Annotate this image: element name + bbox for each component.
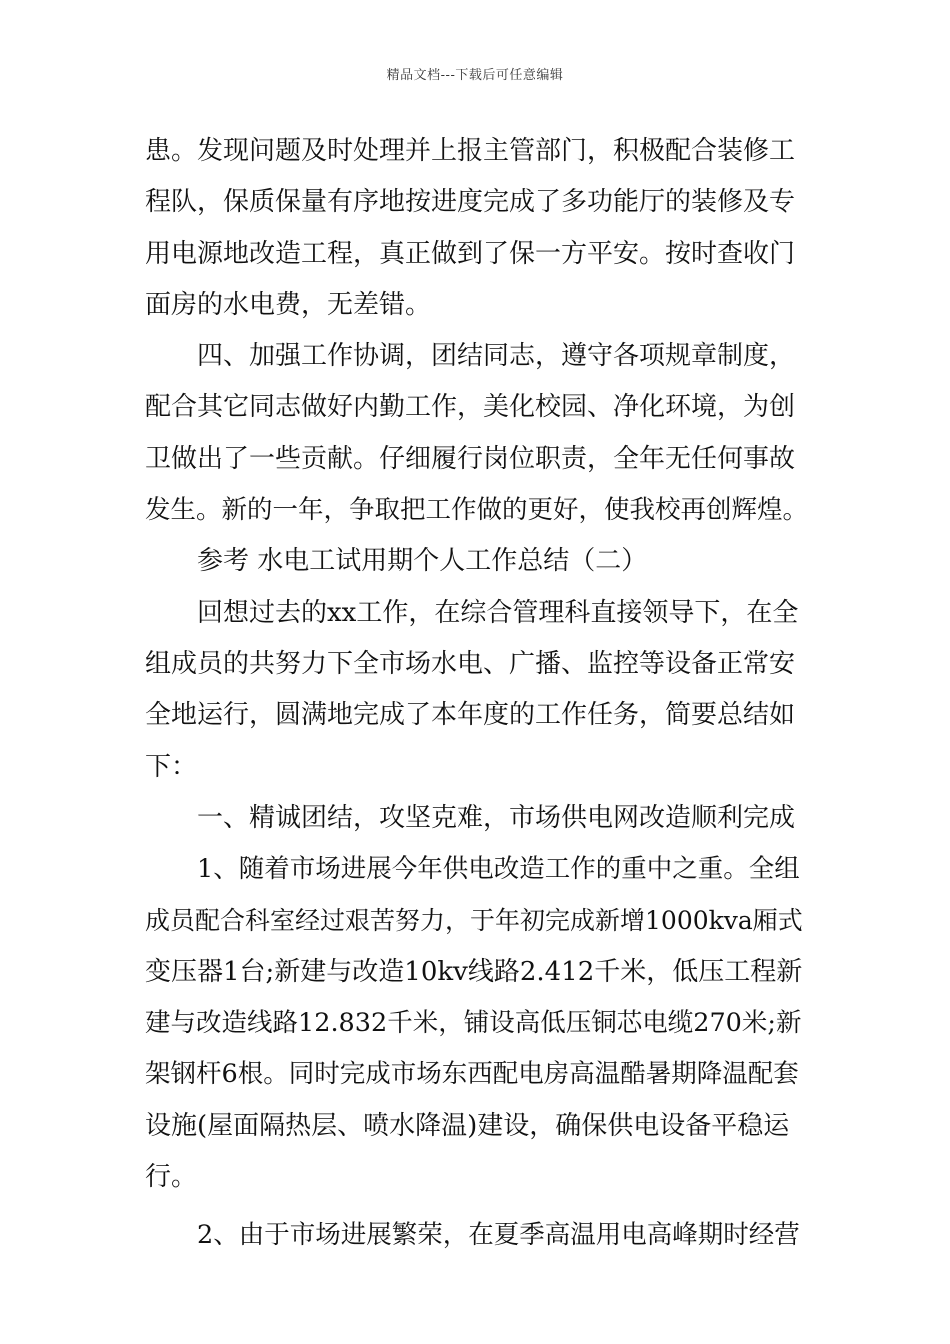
text-line: 变压器1台;新建与改造10kv线路2.412千米，低压工程新 (145, 956, 803, 987)
text-line: 组成员的共努力下全市场水电、广播、监控等设备正常安 (145, 648, 796, 679)
section-heading: 一、精诚团结，攻坚克难，市场供电网改造顺利完成 (197, 802, 796, 833)
text-line: 卫做出了一些贡献。仔细履行岗位职责，全年无任何事故 (145, 443, 796, 474)
text-line: 成员配合科室经过艰苦努力，于年初完成新增1000kva厢式 (145, 906, 803, 936)
text-line: 发生。新的一年，争取把工作做的更好，使我校再创辉煌。 (145, 495, 809, 526)
text-line: 建与改造线路12.832千米，铺设高低压铜芯电缆270米;新 (145, 1008, 802, 1039)
text-line: 患。发现问题及时处理并上报主管部门，积极配合装修工 (145, 136, 796, 166)
page-header: 精品文档---下载后可任意编辑 (386, 68, 564, 83)
section-title: 参考 水电工试用期个人工作总结（二） (197, 546, 648, 577)
text-line: 架钢杆6根。同时完成市场东西配电房高温酷暑期降温配套 (145, 1059, 799, 1090)
text-line: 全地运行，圆满地完成了本年度的工作任务，简要总结如 (145, 700, 796, 731)
document-body (145, 126, 810, 1262)
text-line: 行。 (145, 1161, 198, 1192)
paragraph-start-line: 回想过去的xx工作，在综合管理科直接领导下，在全 (197, 597, 799, 628)
text-line: 下： (145, 751, 198, 782)
paragraph-start-line: 1、随着市场进展今年供电改造工作的重中之重。全组 (197, 854, 800, 885)
text-line: 设施(屋面隔热层、喷水降温)建设，确保供电设备平稳运 (145, 1110, 790, 1141)
text-line: 面房的水电费，无差错。 (145, 289, 432, 320)
paragraph-start-line: 四、加强工作协调，团结同志，遵守各项规章制度， (197, 341, 796, 372)
text-line: 程队，保质保量有序地按进度完成了多功能厅的装修及专 (145, 187, 796, 218)
text-line: 用电源地改造工程，真正做到了保一方平安。按时查收门 (145, 238, 796, 269)
text-line: 配合其它同志做好内勤工作，美化校园、净化环境，为创 (145, 392, 796, 423)
paragraph-start-line: 2、由于市场进展繁荣，在夏季高温用电高峰期时经营 (197, 1220, 800, 1251)
